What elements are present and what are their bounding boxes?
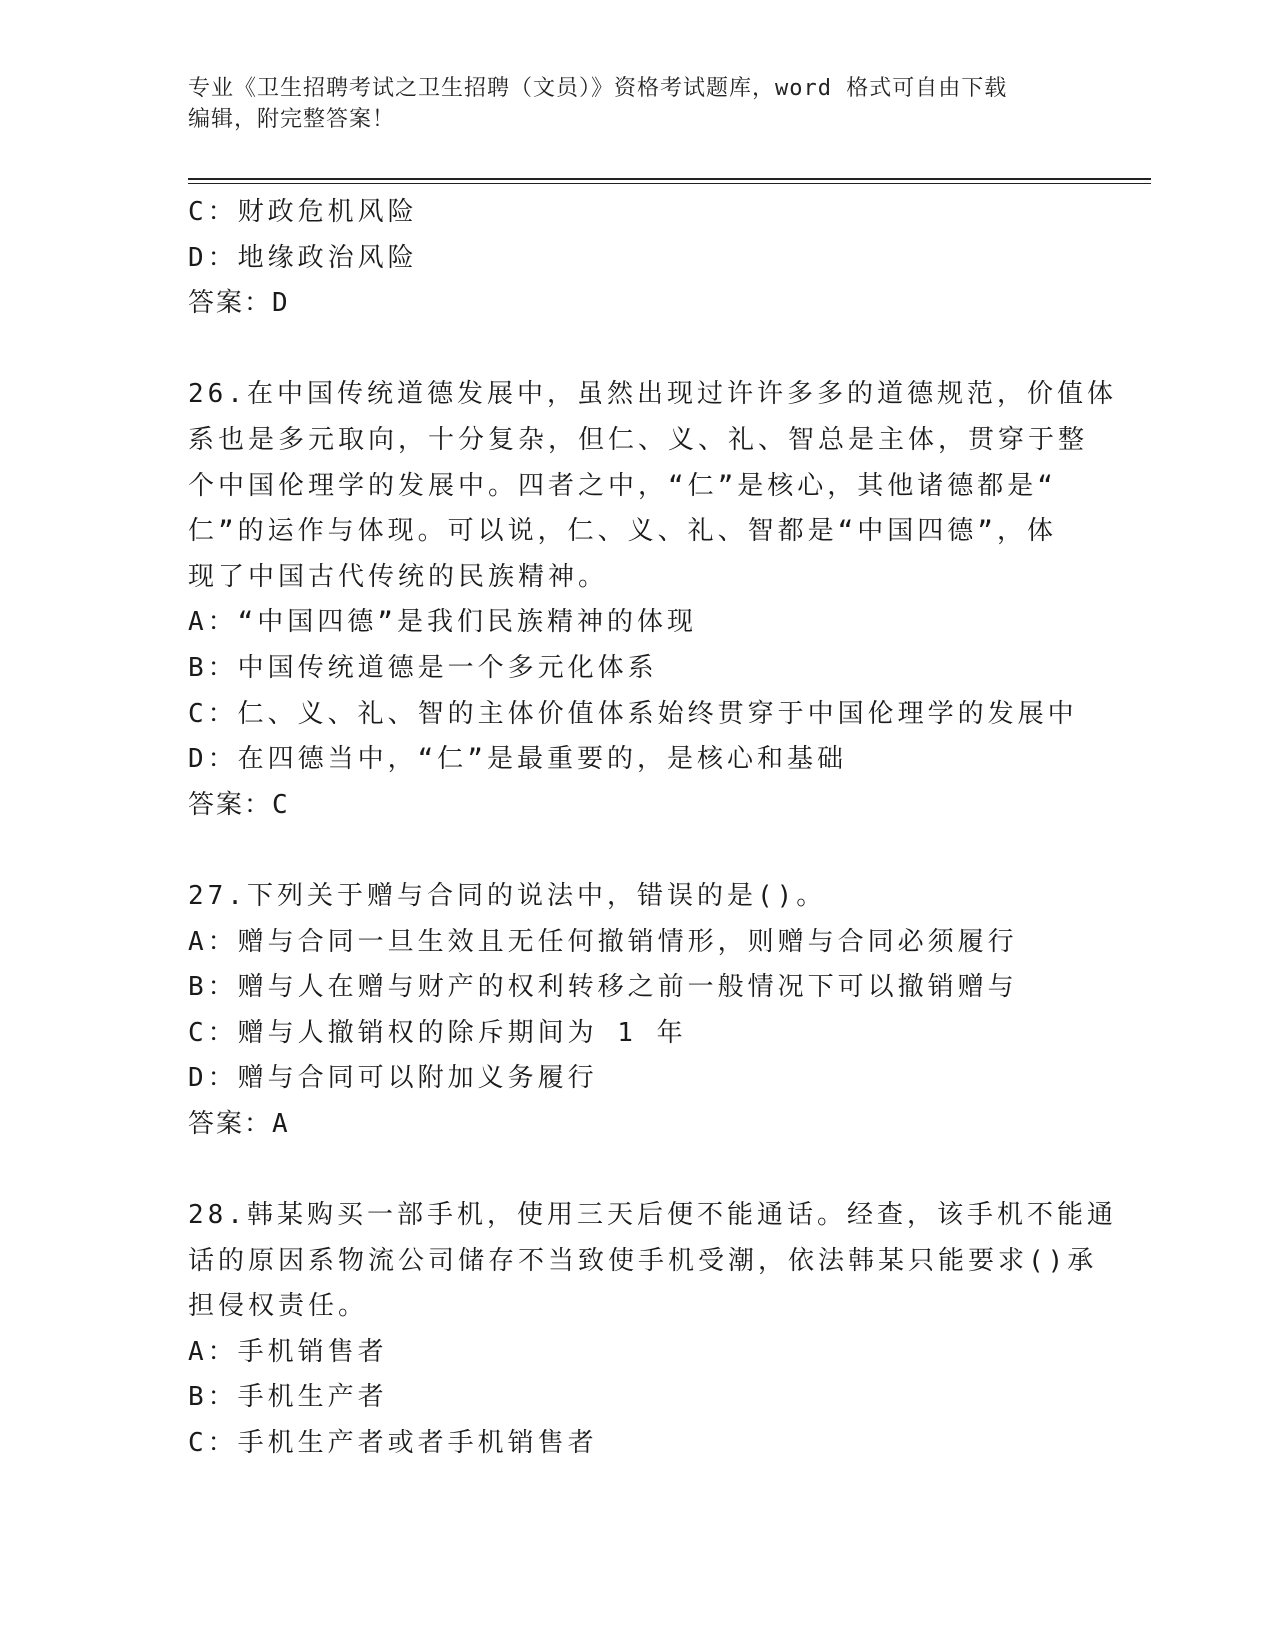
option-c: C：赠与人撤销权的除斥期间为 1 年 (188, 1017, 687, 1048)
option-c: C：手机生产者或者手机销售者 (188, 1428, 598, 1459)
question-stem-line: 27.下列关于赠与合同的说法中，错误的是()。 (188, 880, 827, 911)
option-b: B：手机生产者 (188, 1382, 388, 1413)
header-line: 专业《卫生招聘考试之卫生招聘（文员）》资格考试题库，word 格式可自由下载 (188, 76, 1008, 101)
option-d: D：在四德当中，“仁”是最重要的，是核心和基础 (188, 744, 847, 775)
spacer (188, 327, 1078, 373)
option-b: B：赠与人在赠与财产的权利转移之前一般情况下可以撤销赠与 (188, 972, 1018, 1003)
question-stem-line: 现了中国古代传统的民族精神。 (188, 561, 609, 592)
option-a: A：赠与合同一旦生效且无任何撤销情形，则赠与合同必须履行 (188, 926, 1018, 957)
page-header (188, 73, 1078, 135)
answer-line: 答案：C (188, 789, 290, 820)
option-c: C：仁、义、礼、智的主体价值体系始终贯穿于中国伦理学的发展中 (188, 698, 1078, 729)
question-stem-line: 28.韩某购买一部手机，使用三天后便不能通话。经查，该手机不能通 (188, 1200, 1117, 1231)
question-stem-line: 担侵权责任。 (188, 1291, 369, 1322)
question-body (188, 190, 1117, 1467)
option-d: D：赠与合同可以附加义务履行 (188, 1063, 598, 1094)
question-27 (188, 874, 1078, 1148)
option-c: C：财政危机风险 (188, 197, 418, 227)
question-stem-line: 个中国伦理学的发展中。四者之中，“仁”是核心，其他诸德都是“ (188, 470, 1057, 501)
answer-line: 答案：D (188, 288, 290, 319)
question-26 (188, 372, 1117, 828)
header-rule-thin (188, 183, 1151, 184)
answer-line: 答案：A (188, 1108, 290, 1139)
spacer (188, 828, 1078, 874)
spacer (188, 1147, 1078, 1193)
question-stem-line: 系也是多元取向，十分复杂，但仁、义、礼、智总是主体，贯穿于整 (188, 424, 1089, 455)
previous-question-tail (188, 190, 1078, 327)
question-stem-line: 话的原因系物流公司储存不当致使手机受潮，依法韩某只能要求()承 (188, 1245, 1098, 1276)
question-28 (188, 1193, 1117, 1467)
option-b: B：中国传统道德是一个多元化体系 (188, 652, 658, 683)
option-a: A：手机销售者 (188, 1336, 388, 1367)
header-rule-thick (188, 178, 1151, 180)
option-d: D：地缘政治风险 (188, 242, 418, 273)
header-line: 编辑，附完整答案！ (188, 107, 396, 132)
option-a: A：“中国四德”是我们民族精神的体现 (188, 607, 697, 638)
question-stem-line: 26.在中国传统道德发展中，虽然出现过许许多多的道德规范，价值体 (188, 379, 1117, 410)
question-stem-line: 仁”的运作与体现。可以说，仁、义、礼、智都是“中国四德”，体 (188, 516, 1057, 547)
